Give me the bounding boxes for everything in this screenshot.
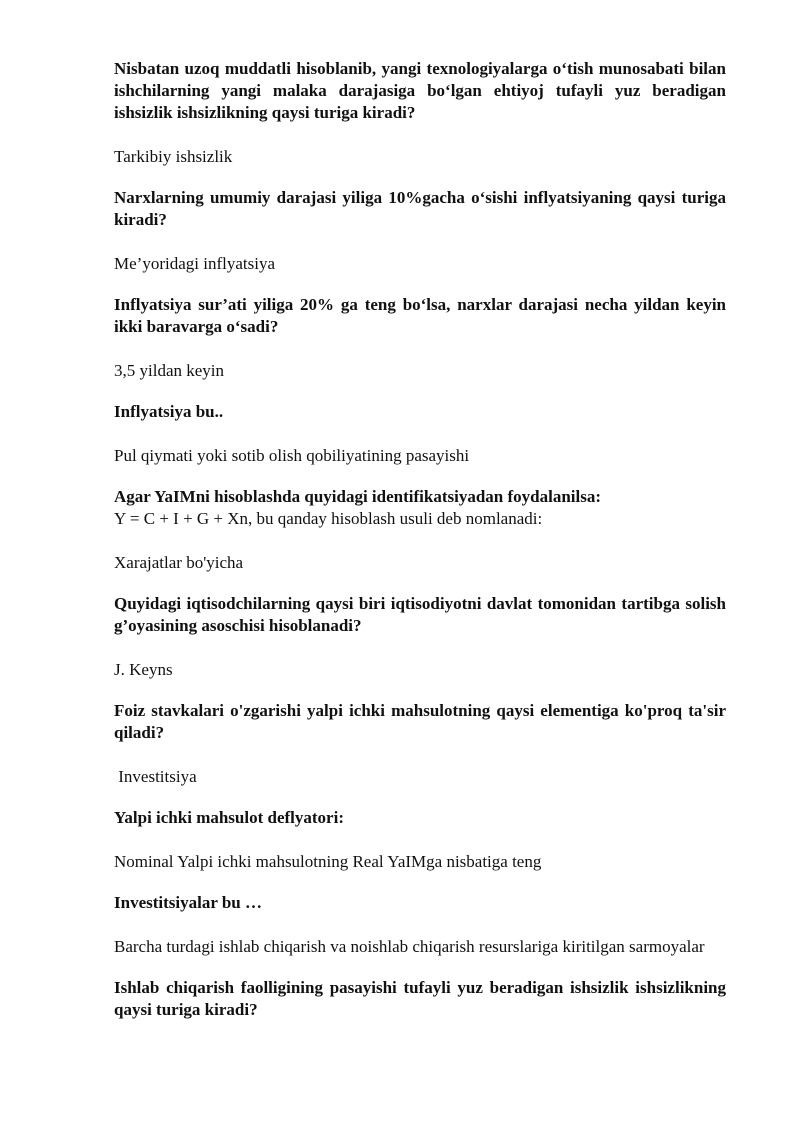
answer-9: Barcha turdagi ishlab chiqarish va noishlab chiqarish resurslariga kiritilgan sarmoyalar [114, 937, 705, 956]
answer-8: Nominal Yalpi ichki mahsulotning Real YaIMga nisbatiga teng [114, 852, 542, 871]
answer-3: 3,5 yildan keyin [114, 361, 225, 380]
question-4: Inflyatsiya bu.. [114, 402, 224, 421]
answer-6: J. Keyns [114, 660, 173, 679]
question-5: Agar YaIMni hisoblashda quyidagi identifikatsiyadan foydalanilsa: [114, 487, 601, 506]
question-5-formula: Y = C + I + G + Xn, bu qanday hisoblash usuli deb nomlanadi: [114, 509, 543, 528]
answer-7: Investitsiya [114, 767, 197, 786]
question-9: Investitsiyalar bu … [114, 893, 262, 912]
question-10: Ishlab chiqarish faolligining pasayishi tufayli yuz beradigan ishsizlik ishsizlikning qaysi turiga kiradi? [114, 978, 726, 1019]
question-2: Narxlarning umumiy darajasi yiliga 10%gacha o‘sishi inflyatsiyaning qaysi turiga kiradi? [114, 188, 726, 229]
answer-2: Me’yoridagi inflyatsiya [114, 254, 275, 273]
question-7: Foiz stavkalari o'zgarishi yalpi ichki mahsulotning qaysi elementiga ko'proq ta'sir qiladi? [114, 701, 726, 742]
question-8: Yalpi ichki mahsulot deflyatori: [114, 808, 344, 827]
answer-4: Pul qiymati yoki sotib olish qobiliyatining pasayishi [114, 446, 470, 465]
answer-1: Tarkibiy ishsizlik [114, 147, 233, 166]
document-page [114, 58, 726, 1021]
question-1: Nisbatan uzoq muddatli hisoblanib, yangi texnologiyalarga o‘tish munosabati bilan ishchilarning yangi malaka darajasiga bo‘lgan ehtiyoj tufayli yuz beradigan ishsizlik ishsizlikning qaysi turiga kiradi? [114, 59, 726, 122]
question-6: Quyidagi iqtisodchilarning qaysi biri iqtisodiyotni davlat tomonidan tartibga solish g’oyasining asoschisi hisoblanadi? [114, 594, 726, 635]
answer-5: Xarajatlar bo'yicha [114, 553, 244, 572]
question-3: Inflyatsiya sur’ati yiliga 20% ga teng bo‘lsa, narxlar darajasi necha yildan keyin ikki baravarga o‘sadi? [114, 295, 726, 336]
